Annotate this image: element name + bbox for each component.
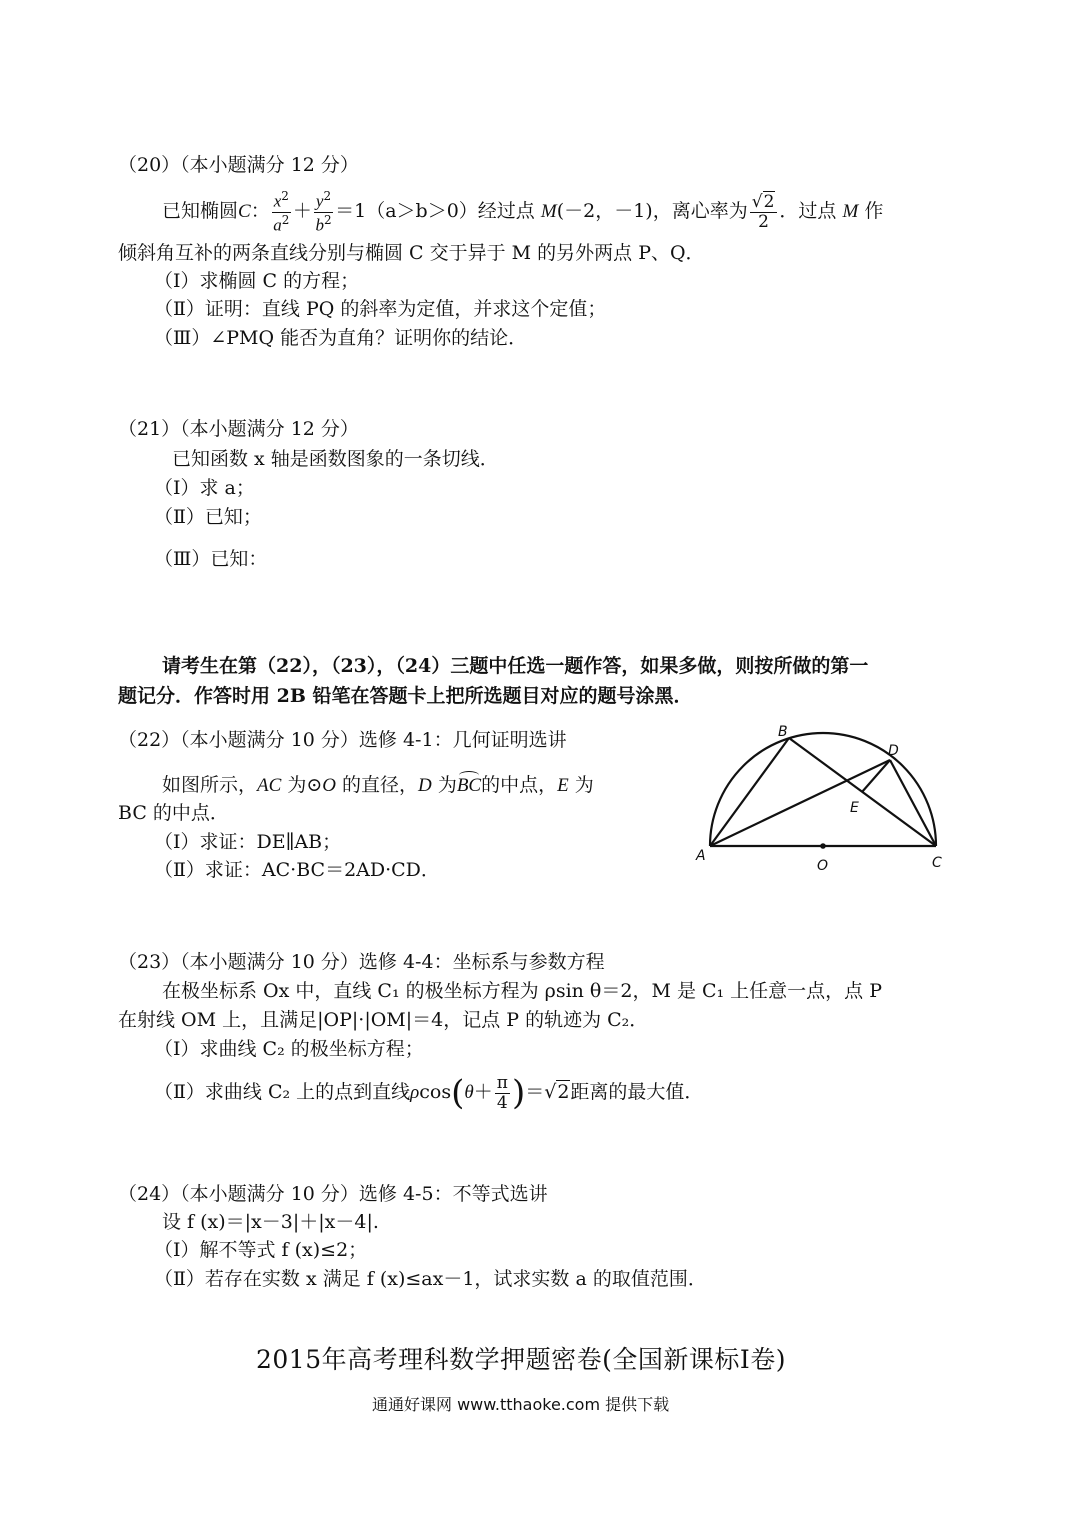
q22-text-e: 的直径， (336, 774, 419, 796)
q20-intro-prefix: 已知椭圆 (162, 200, 239, 223)
q22-arc-bc: BC (457, 773, 481, 799)
q23-part2-prefix: （Ⅱ）求曲线 C₂ 上的点到直线 (154, 1081, 411, 1103)
label-b: B (778, 724, 788, 740)
chord-dc (890, 760, 936, 846)
label-a: A (696, 848, 706, 864)
footer-title: 2015年高考理科数学押题密卷(全国新课标Ⅰ卷) (256, 1345, 787, 1374)
label-e: E (850, 800, 859, 816)
center-o-dot (820, 843, 826, 849)
q20-intro: 已知椭圆C： $\frac{x^2}{a^2}$ ＋ $\frac{y^2}{b^2}$ ＝1（a＞b＞0）经过点 M(－2，－1)，离心率为 $\frac{√2}{2}$ ．过点 M 作 (162, 189, 884, 235)
q22-part1: （Ⅰ）求证：DE∥AB； (154, 831, 342, 853)
q20-part3: （Ⅲ）∠PMQ 能否为直角？证明你的结论． (154, 327, 528, 349)
q20-passes: 经过点 (477, 200, 535, 223)
q22-ac: AC (257, 775, 282, 796)
label-d: D (888, 743, 899, 759)
q23-part1: （Ⅰ）求曲线 C₂ 的极坐标方程； (154, 1038, 424, 1060)
q20-point-m-coords: (－2，－1) (556, 200, 653, 223)
q20-after-m: 作 (864, 200, 884, 223)
footer-credit: 通通好课网 www.tthaoke.com 提供下载 (372, 1395, 670, 1414)
q21-part1: （Ⅰ）求 a； (154, 477, 255, 499)
q20-line2: 倾斜角互补的两条直线分别与椭圆 C 交于异于 M 的另外两点 P、Q． (118, 242, 705, 264)
q20-point-m-2: M (842, 201, 859, 223)
q21-part2: （Ⅱ）已知； (154, 506, 262, 528)
q22-text-h: 的中点， (481, 774, 558, 796)
segment-de (862, 760, 890, 792)
q24-part2: （Ⅱ）若存在实数 x 满足 f (x)≤ax－1，试求实数 a 的取值范围． (154, 1268, 707, 1290)
q21-intro: 已知函数 x 轴是函数图象的一条切线． (172, 448, 499, 470)
q22-text-c: 为⊙ (281, 774, 323, 796)
q22-figure (690, 722, 970, 882)
q22-part2: （Ⅱ）求证：AC·BC＝2AD·CD． (154, 859, 440, 881)
q23-header: （23）（本小题满分 10 分）选修 4-4：坐标系与参数方程 (118, 951, 605, 973)
q22-header: （22）（本小题满分 10 分）选修 4-1：几何证明选讲 (118, 729, 567, 751)
q22-line1 (162, 772, 594, 799)
q21-header: （21）（本小题满分 12 分） (118, 418, 359, 440)
q24-line1: 设 f (x)＝|x－3|＋|x－4|. (162, 1211, 379, 1233)
q24-header: （24）（本小题满分 10 分）选修 4-5：不等式选讲 (118, 1183, 548, 1205)
label-o: O (817, 858, 829, 874)
q20-point-m: M (540, 201, 557, 223)
q20-condition: （a＞b＞0） (366, 200, 478, 223)
q22-o: O (322, 775, 336, 796)
q23-line1: 在极坐标系 Ox 中，直线 C₁ 的极坐标方程为 ρsin θ＝2，M 是 C₁ 上任意一点，点 P (162, 980, 882, 1002)
q20-after-ecc: ．过点 (779, 200, 837, 223)
q23-part2-suffix: 距离的最大值． (570, 1081, 704, 1103)
q22-line2: BC 的中点． (118, 802, 229, 824)
q22-d: D (418, 775, 432, 796)
label-c: C (932, 855, 942, 871)
instruction-line2: 题记分．作答时用 2B 铅笔在答题卡上把所选题目对应的题号涂黑． (118, 685, 693, 707)
q20-ellipse-name: C (238, 201, 251, 223)
q23-frac-pi4: $\frac{\pi}{4}$ (496, 1072, 508, 1113)
q23-part2: （Ⅱ）求曲线 C₂ 上的点到直线ρcos(θ＋ $\frac{\pi}{4}$ )＝√2距离的最大值． (154, 1072, 704, 1113)
q20-frac-ecc: $\frac{√2}{2}$ (750, 194, 778, 231)
instruction-line1: 请考生在第（22），（23），（24）三题中任选一题作答，如果多做，则按所做的第一 (162, 655, 869, 677)
q22-text-j: 为 (568, 774, 594, 796)
q22-text-g: 为 (431, 774, 457, 796)
q22-e: E (557, 775, 569, 796)
chord-ab (710, 738, 789, 846)
q21-part3: （Ⅲ）已知： (154, 548, 268, 570)
q22-text-a: 如图所示， (162, 774, 258, 796)
q20-part2: （Ⅱ）证明：直线 PQ 的斜率为定值，并求这个定值； (154, 298, 607, 320)
q20-frac-x: $\frac{x^2}{a^2}$ (273, 189, 290, 235)
q20-frac-y: $\frac{y^2}{b^2}$ (315, 189, 332, 235)
q20-header: （20）（本小题满分 12 分） (118, 154, 359, 176)
q24-part1: （Ⅰ）解不等式 f (x)≤2； (154, 1239, 368, 1261)
q20-part1: （Ⅰ）求椭圆 C 的方程； (154, 270, 360, 292)
q23-line2: 在射线 OM 上，且满足|OP|·|OM|＝4，记点 P 的轨迹为 C₂． (118, 1009, 649, 1031)
q20-ecc-text: 离心率为 (671, 200, 748, 223)
